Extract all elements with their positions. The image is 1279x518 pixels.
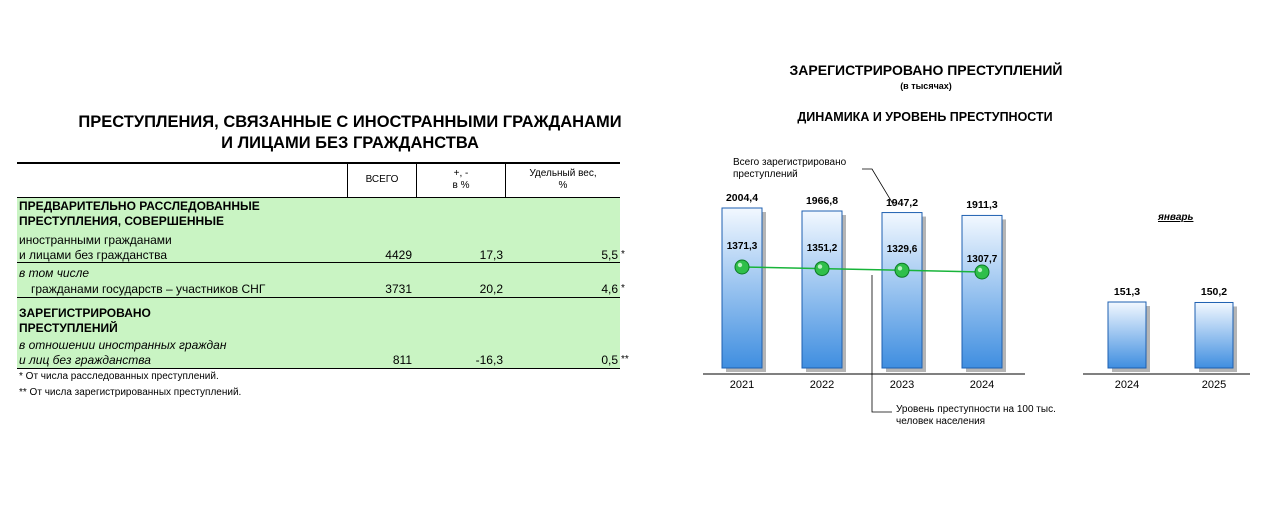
section2-row1-line1: в отношении иностранных граждан xyxy=(19,338,227,352)
section1-row1-footnote-mark: * xyxy=(621,249,625,260)
callout-rate-line2: человек населения xyxy=(896,416,986,427)
footnote-2: ** От числа зарегистрированных преступлений. xyxy=(19,387,242,398)
jan-x-tick-label: 2024 xyxy=(1114,379,1140,391)
section1-row1-share: 5,5 xyxy=(601,248,618,262)
rate-line xyxy=(742,267,982,272)
rate-value-label: 1329,6 xyxy=(886,244,918,256)
section1-row1-line2: и лицами без гражданства xyxy=(19,248,168,262)
chart-title-dynamics: ДИНАМИКА И УРОВЕНЬ ПРЕСТУПНОСТИ xyxy=(797,110,1053,124)
section2-heading-line1: ЗАРЕГИСТРИРОВАНО xyxy=(19,306,151,320)
bar-2024 xyxy=(962,215,1002,368)
section1-row2-change: 20,2 xyxy=(479,282,503,296)
rate-point-highlight xyxy=(818,264,822,268)
section2-row1-change: -16,3 xyxy=(475,353,503,367)
section1-heading-line1: ПРЕДВАРИТЕЛЬНО РАССЛЕДОВАННЫЕ xyxy=(19,199,260,213)
chart-subtitle: (в тысячах) xyxy=(900,81,952,91)
section2-row1-line2: и лиц без гражданства xyxy=(19,353,151,367)
x-tick-label: 2023 xyxy=(889,379,915,391)
section1-row2-total: 3731 xyxy=(385,282,412,296)
rate-point-highlight xyxy=(898,266,902,270)
x-tick-label: 2024 xyxy=(969,379,995,391)
section1-including-label: в том числе xyxy=(19,266,90,280)
footnote-1: * От числа расследованных преступлений. xyxy=(19,371,219,382)
callout-total-line2: преступлений xyxy=(733,169,798,180)
bar-2021 xyxy=(722,208,762,368)
section1-row2-footnote-mark: * xyxy=(621,283,625,294)
section1-row1-total: 4429 xyxy=(385,248,412,262)
bar-2022 xyxy=(802,211,842,368)
section1-row2-label: гражданами государств – участников СНГ xyxy=(31,282,266,296)
rate-point-2021 xyxy=(735,260,749,274)
bar-value-label: 1947,2 xyxy=(885,196,919,209)
section1-row1-line1: иностранными гражданами xyxy=(19,233,172,247)
chart-title: ЗАРЕГИСТРИРОВАНО ПРЕСТУПЛЕНИЙ xyxy=(789,62,1063,78)
jan-x-tick-label: 2025 xyxy=(1201,379,1227,391)
header-change-line2: в % xyxy=(452,180,470,191)
rate-value-label: 1351,2 xyxy=(806,242,838,254)
bars-main-group xyxy=(722,208,1006,372)
table-title-line2: И ЛИЦАМИ БЕЗ ГРАЖДАНСТВА xyxy=(221,134,479,152)
bar-value-label: 1966,8 xyxy=(805,195,839,207)
jan-bar-value-label: 151,3 xyxy=(1113,286,1141,298)
section2-row1-share: 0,5 xyxy=(601,353,618,367)
section2-heading-line2: ПРЕСТУПЛЕНИЙ xyxy=(19,321,118,335)
bar-2023 xyxy=(882,213,922,368)
bar-value-label: 1911,3 xyxy=(966,199,998,212)
january-label: январь xyxy=(1158,212,1194,223)
bar-value-label: 2004,4 xyxy=(725,192,759,204)
rate-value-label: 1371,3 xyxy=(726,241,758,252)
x-tick-label: 2022 xyxy=(809,379,835,391)
callout-rate-line1: Уровень преступности на 100 тыс. xyxy=(896,404,1056,415)
rate-value-label: 1307,7 xyxy=(966,254,998,265)
jan-bar-2025 xyxy=(1195,302,1233,368)
header-change-line1: +, - xyxy=(453,168,469,179)
section2-row1-footnote-mark: ** xyxy=(621,354,629,365)
header-share-line2: % xyxy=(558,180,568,191)
x-tick-label: 2021 xyxy=(729,379,755,391)
header-share-line1: Удельный вес, xyxy=(529,168,597,179)
rate-line-group xyxy=(735,260,989,279)
rate-point-2022 xyxy=(815,262,829,276)
jan-bar-2024 xyxy=(1108,302,1146,368)
section1-heading-line2: ПРЕСТУПЛЕНИЯ, СОВЕРШЕННЫЕ xyxy=(19,214,224,228)
rate-point-highlight xyxy=(978,268,982,272)
section2-row1-total: 811 xyxy=(392,353,412,367)
callout-total-line1: Всего зарегистрировано xyxy=(733,157,847,168)
jan-bar-value-label: 150,2 xyxy=(1200,286,1228,299)
section1-row2-share: 4,6 xyxy=(601,282,618,296)
rate-point-highlight xyxy=(738,263,742,267)
rate-point-2024 xyxy=(975,265,989,279)
section1-row1-change: 17,3 xyxy=(479,248,503,262)
bars-january-group xyxy=(1108,302,1237,372)
table-title-line1: ПРЕСТУПЛЕНИЯ, СВЯЗАННЫЕ С ИНОСТРАННЫМИ ГРАЖДАНАМИ xyxy=(78,113,622,131)
header-total: ВСЕГО xyxy=(365,174,399,185)
rate-point-2023 xyxy=(895,263,909,277)
